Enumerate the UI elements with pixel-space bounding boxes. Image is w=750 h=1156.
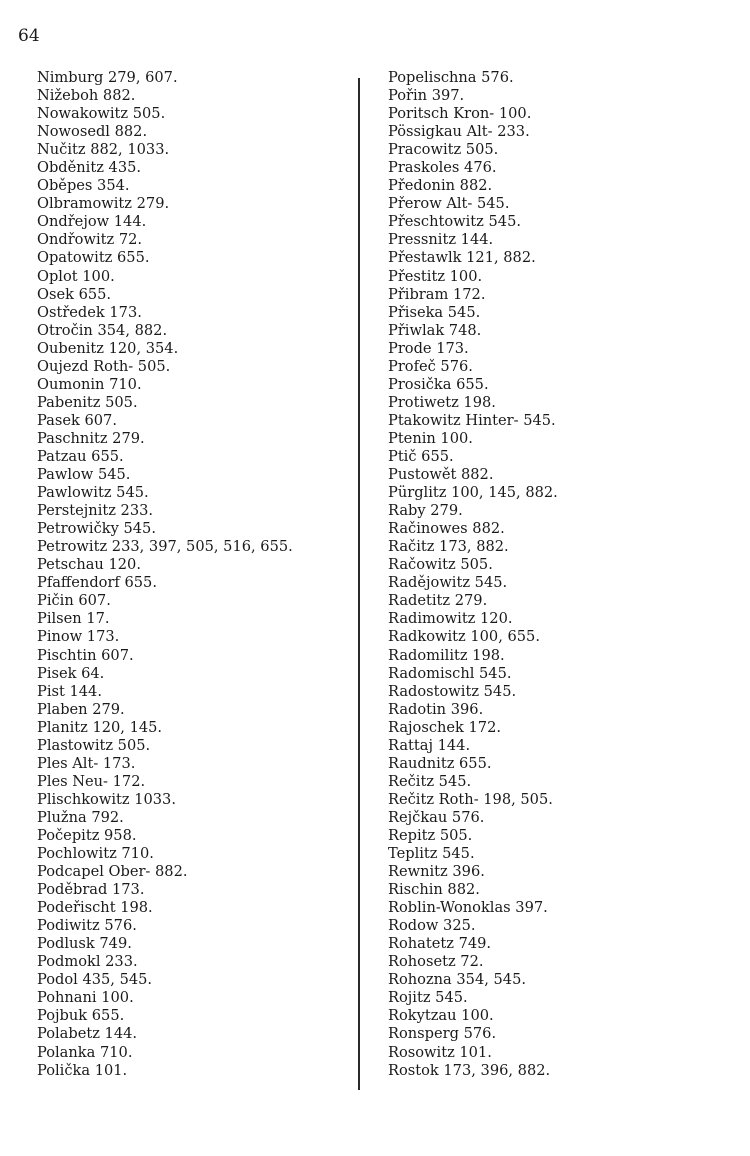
index-entry: Podlusk 749. [37, 935, 132, 953]
index-entry: Petschau 120. [37, 556, 141, 574]
index-column-right [388, 69, 558, 1080]
index-entry: Raby 279. [388, 502, 463, 520]
index-entry: Polabetz 144. [37, 1025, 138, 1043]
index-entry: Poritsch Kron- 100. [388, 105, 532, 123]
index-entry: Račinowes 882. [388, 520, 505, 538]
index-entry: Podcapel Ober- 882. [37, 863, 188, 881]
index-entry: Rojitz 545. [388, 989, 468, 1007]
index-entry: Přestitz 100. [388, 267, 483, 285]
index-entry: Prode 173. [388, 339, 469, 357]
index-entry: Rajoschek 172. [388, 718, 502, 736]
page-number: 64 [18, 26, 40, 46]
index-entry: Pojbuk 655. [37, 1007, 125, 1025]
index-entry: Rischin 882. [388, 881, 480, 899]
index-entry: Prosička 655. [388, 375, 489, 393]
index-entry: Pohnani 100. [37, 989, 134, 1007]
index-entry: Popelischna 576. [388, 69, 514, 86]
index-entry: Pinow 173. [37, 628, 120, 646]
index-entry: Radomilitz 198. [388, 646, 505, 664]
index-entry: Roblin-Wonoklas 397. [388, 899, 548, 917]
index-entry: Oběpes 354. [37, 177, 130, 195]
index-entry: Ondřowitz 72. [37, 231, 143, 249]
index-entry: Poděbrad 173. [37, 881, 145, 899]
index-entry: Plaben 279. [37, 700, 125, 718]
index-entry: Radetitz 279. [388, 592, 488, 610]
index-entry: Rejčkau 576. [388, 808, 485, 826]
index-entry: Nučitz 882, 1033. [37, 141, 170, 159]
index-entry: Paschnitz 279. [37, 429, 145, 447]
index-entry: Předonin 882. [388, 177, 493, 195]
index-entry: Podmokl 233. [37, 953, 138, 971]
index-entry: Radostowitz 545. [388, 682, 517, 700]
index-entry: Oplot 100. [37, 267, 115, 285]
index-entry: Teplitz 545. [388, 845, 475, 863]
index-entry: Oumonin 710. [37, 375, 142, 393]
index-entry: Pustowět 882. [388, 466, 494, 484]
index-entry: Pracowitz 505. [388, 141, 499, 159]
index-entry: Pabenitz 505. [37, 393, 138, 411]
index-entry: Radomischl 545. [388, 664, 512, 682]
index-entry: Nižeboh 882. [37, 87, 136, 105]
index-entry: Petrowitz 233, 397, 505, 516, 655. [37, 538, 293, 556]
index-entry: Račowitz 505. [388, 556, 493, 574]
index-entry: Profeč 576. [388, 357, 473, 375]
index-entry: Planitz 120, 145. [37, 718, 163, 736]
index-entry: Ptakowitz Hinter- 545. [388, 411, 556, 429]
index-entry: Plužna 792. [37, 808, 124, 826]
index-entry: Protiwetz 198. [388, 393, 496, 411]
index-entry: Ostředek 173. [37, 303, 142, 321]
index-entry: Radimowitz 120. [388, 610, 513, 628]
index-entry: Ronsperg 576. [388, 1025, 497, 1043]
index-entry: Perstejnitz 233. [37, 502, 154, 520]
index-entry: Pischtin 607. [37, 646, 134, 664]
index-entry: Rohosetz 72. [388, 953, 484, 971]
index-entry: Podiwitz 576. [37, 917, 137, 935]
index-entry: Repitz 505. [388, 826, 473, 844]
index-entry: Podol 435, 545. [37, 971, 153, 989]
index-entry: Rodow 325. [388, 917, 476, 935]
index-entry: Rohozna 354, 545. [388, 971, 527, 989]
index-entry: Nowosedl 882. [37, 123, 148, 141]
index-entry: Patzau 655. [37, 447, 124, 465]
index-entry: Přiwlak 748. [388, 321, 482, 339]
index-entry: Přerow Alt- 545. [388, 195, 510, 213]
index-entry: Radkowitz 100, 655. [388, 628, 540, 646]
index-entry: Pasek 607. [37, 411, 117, 429]
index-entry: Podeřischt 198. [37, 899, 153, 917]
index-entry: Pawlowitz 545. [37, 484, 149, 502]
index-entry: Ondřejow 144. [37, 213, 147, 231]
index-entry: Obděnitz 435. [37, 159, 142, 177]
index-entry: Olbramowitz 279. [37, 195, 170, 213]
index-entry: Ples Neu- 172. [37, 772, 146, 790]
index-entry: Rečitz Roth- 198, 505. [388, 790, 553, 808]
index-entry: Račitz 173, 882. [388, 538, 509, 556]
index-entry: Rewnitz 396. [388, 863, 485, 881]
index-entry: Přestawlk 121, 882. [388, 249, 536, 267]
index-entry: Ptič 655. [388, 447, 454, 465]
index-entry: Přeschtowitz 545. [388, 213, 521, 231]
index-entry: Rohatetz 749. [388, 935, 492, 953]
index-entry: Rosowitz 101. [388, 1043, 492, 1061]
index-entry: Pořin 397. [388, 87, 465, 105]
index-entry: Plastowitz 505. [37, 736, 151, 754]
index-entry: Pilsen 17. [37, 610, 110, 628]
index-entry: Pisek 64. [37, 664, 105, 682]
index-entry: Praskoles 476. [388, 159, 497, 177]
index-entry: Ples Alt- 173. [37, 754, 136, 772]
index-entry: Oubenitz 120, 354. [37, 339, 179, 357]
index-entry: Rokytzau 100. [388, 1007, 494, 1025]
index-entry: Polička 101. [37, 1061, 128, 1079]
index-entry: Pressnitz 144. [388, 231, 494, 249]
index-entry: Opatowitz 655. [37, 249, 150, 267]
index-entry: Osek 655. [37, 285, 112, 303]
index-entry: Ptenin 100. [388, 429, 473, 447]
column-divider [358, 78, 360, 1090]
index-entry: Radotin 396. [388, 700, 484, 718]
index-entry: Pist 144. [37, 682, 102, 700]
index-entry: Pfaffendorf 655. [37, 574, 157, 592]
index-entry: Nimburg 279, 607. [37, 69, 178, 86]
index-entry: Otročin 354, 882. [37, 321, 168, 339]
index-entry: Rattaj 144. [388, 736, 471, 754]
index-entry: Polanka 710. [37, 1043, 133, 1061]
index-entry: Přiseka 545. [388, 303, 481, 321]
index-entry: Pürglitz 100, 145, 882. [388, 484, 558, 502]
index-entry: Rostok 173, 396, 882. [388, 1061, 551, 1079]
index-entry: Přibram 172. [388, 285, 486, 303]
index-entry: Pochlowitz 710. [37, 845, 154, 863]
index-entry: Nowakowitz 505. [37, 105, 166, 123]
index-entry: Radějowitz 545. [388, 574, 508, 592]
index-entry: Plischkowitz 1033. [37, 790, 176, 808]
index-column-left [37, 69, 293, 1080]
index-entry: Pičin 607. [37, 592, 111, 610]
index-entry: Rečitz 545. [388, 772, 472, 790]
index-entry: Pawlow 545. [37, 466, 131, 484]
index-entry: Pössigkau Alt- 233. [388, 123, 530, 141]
index-entry: Oujezd Roth- 505. [37, 357, 171, 375]
index-entry: Počepitz 958. [37, 826, 137, 844]
index-entry: Petrowičky 545. [37, 520, 156, 538]
index-entry: Raudnitz 655. [388, 754, 492, 772]
